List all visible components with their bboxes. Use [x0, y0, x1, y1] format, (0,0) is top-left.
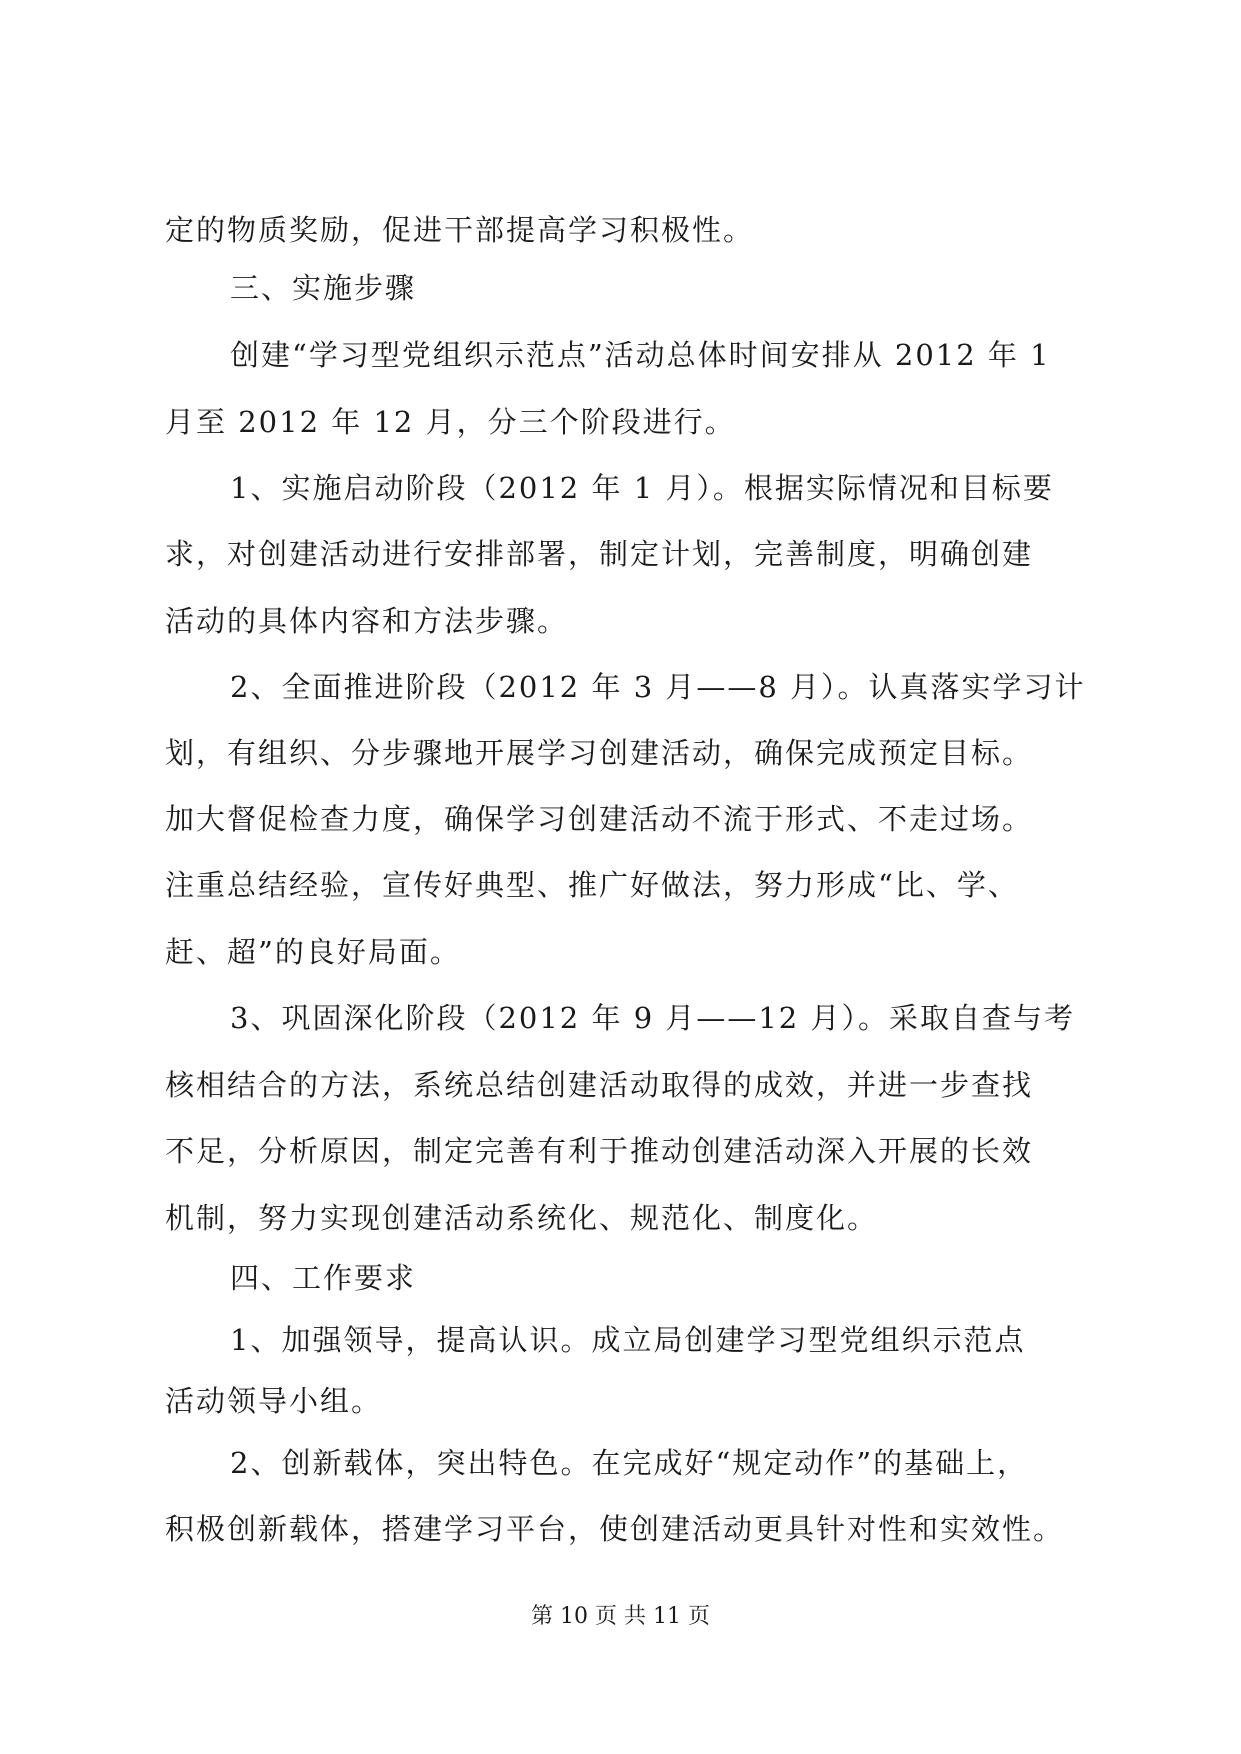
body-text-line: 求，对创建活动进行安排部署，制定计划，完善制度，明确创建	[165, 537, 1034, 571]
body-text-line: 2、创新载体，突出特色。在完成好“规定动作”的基础上，	[230, 1446, 1029, 1480]
body-text-line: 积极创新载体，搭建学习平台，使创建活动更具针对性和实效性。	[165, 1512, 1065, 1546]
body-text-line: 3、巩固深化阶段（2012 年 9 月——12 月）。采取自查与考	[230, 1001, 1075, 1035]
body-text-line: 月至 2012 年 12 月，分三个阶段进行。	[165, 405, 736, 439]
body-text-line: 定的物质奖励，促进干部提高学习积极性。	[165, 213, 755, 247]
body-text-line: 1、加强领导，提高认识。成立局创建学习型党组织示范点	[230, 1323, 1026, 1357]
body-text-line: 1、实施启动阶段（2012 年 1 月）。根据实际情况和目标要	[230, 471, 1054, 505]
body-text-line: 不足，分析原因，制定完善有利于推动创建活动深入开展的长效	[165, 1134, 1034, 1168]
body-text-line: 活动领导小组。	[165, 1384, 383, 1418]
section-heading: 三、实施步骤	[230, 271, 417, 305]
body-text-line: 加大督促检查力度，确保学习创建活动不流于形式、不走过场。	[165, 802, 1034, 836]
body-text-line: 注重总结经验，宣传好典型、推广好做法，努力形成“比、学、	[165, 868, 1019, 902]
body-text-line: 创建“学习型党组织示范点”活动总体时间安排从 2012 年 1	[230, 338, 1051, 372]
page-number-footer: 第 10 页 共 11 页	[531, 1604, 710, 1629]
section-heading: 四、工作要求	[230, 1261, 417, 1295]
body-text-line: 划，有组织、分步骤地开展学习创建活动，确保完成预定目标。	[165, 736, 1034, 770]
body-text-line: 核相结合的方法，系统总结创建活动取得的成效，并进一步查找	[165, 1068, 1034, 1102]
body-text-line: 活动的具体内容和方法步骤。	[165, 604, 569, 638]
body-text-line: 机制，努力实现创建活动系统化、规范化、制度化。	[165, 1201, 879, 1235]
body-text-line: 2、全面推进阶段（2012 年 3 月——8 月）。认真落实学习计	[230, 670, 1086, 704]
body-text-line: 赶、超”的良好局面。	[165, 935, 461, 969]
